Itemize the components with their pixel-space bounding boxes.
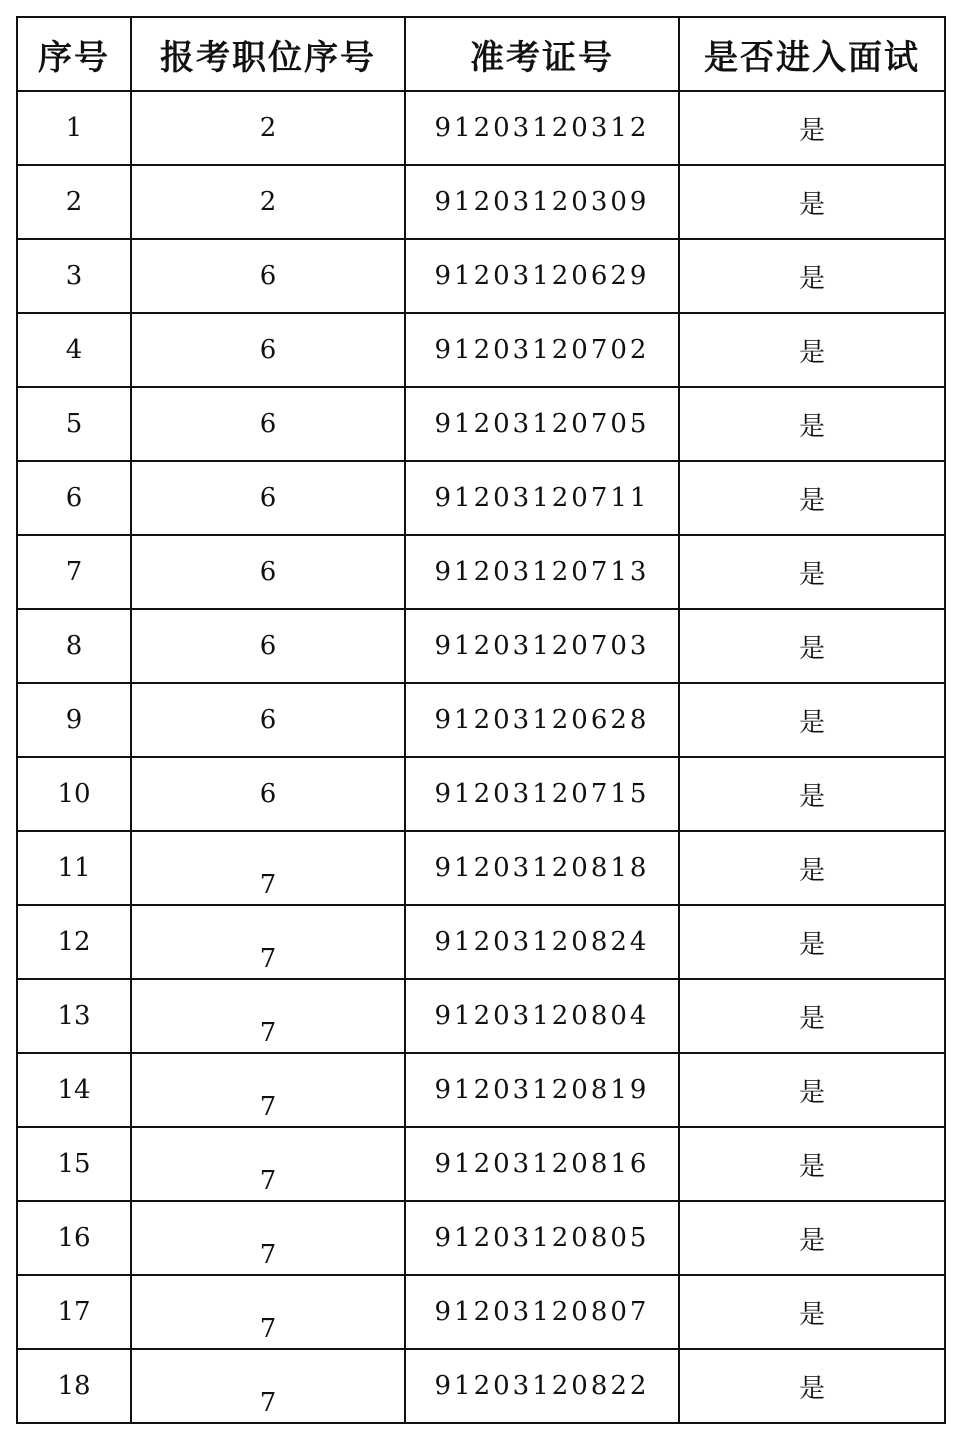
cell-ticket-number: 91203120711: [405, 461, 679, 535]
cell-position-number: 6: [131, 461, 405, 535]
cell-serial-number: 8: [17, 609, 131, 683]
cell-serial-number: 10: [17, 757, 131, 831]
cell-serial-number: 9: [17, 683, 131, 757]
cell-ticket-number: 91203120819: [405, 1053, 679, 1127]
cell-interview-status: 是: [679, 165, 945, 239]
table-row: [17, 1201, 945, 1275]
cell-interview-status: 是: [679, 313, 945, 387]
cell-ticket-number: 91203120715: [405, 757, 679, 831]
cell-interview-status: 是: [679, 1127, 945, 1201]
cell-interview-status: 是: [679, 831, 945, 905]
table-row: [17, 387, 945, 461]
cell-interview-status: 是: [679, 905, 945, 979]
cell-serial-number: 17: [17, 1275, 131, 1349]
table-row: [17, 831, 945, 905]
table-row: [17, 461, 945, 535]
cell-position-number: 6: [131, 313, 405, 387]
table-row: [17, 165, 945, 239]
cell-serial-number: 6: [17, 461, 131, 535]
cell-position-number: 7: [131, 1127, 405, 1201]
cell-position-number: 7: [131, 905, 405, 979]
header-row: [17, 17, 945, 91]
cell-serial-number: 18: [17, 1349, 131, 1423]
cell-position-number: 6: [131, 683, 405, 757]
table-row: [17, 313, 945, 387]
cell-ticket-number: 91203120705: [405, 387, 679, 461]
table-row: [17, 979, 945, 1053]
cell-position-number: 2: [131, 165, 405, 239]
header-ticket-number: 准考证号: [405, 17, 679, 91]
table-row: [17, 683, 945, 757]
cell-position-number: 7: [131, 1349, 405, 1423]
cell-serial-number: 1: [17, 91, 131, 165]
cell-interview-status: 是: [679, 461, 945, 535]
table-row: [17, 1275, 945, 1349]
cell-ticket-number: 91203120713: [405, 535, 679, 609]
cell-ticket-number: 91203120312: [405, 91, 679, 165]
cell-position-number: 6: [131, 757, 405, 831]
cell-ticket-number: 91203120702: [405, 313, 679, 387]
cell-interview-status: 是: [679, 1201, 945, 1275]
table-row: [17, 1127, 945, 1201]
header-serial-number: 序号: [17, 17, 131, 91]
table-row: [17, 609, 945, 683]
cell-serial-number: 11: [17, 831, 131, 905]
cell-position-number: 6: [131, 239, 405, 313]
table-row: [17, 1349, 945, 1423]
table-row: [17, 905, 945, 979]
cell-serial-number: 14: [17, 1053, 131, 1127]
table-row: [17, 91, 945, 165]
cell-interview-status: 是: [679, 683, 945, 757]
cell-serial-number: 12: [17, 905, 131, 979]
cell-position-number: 2: [131, 91, 405, 165]
header-interview-status: 是否进入面试: [679, 17, 945, 91]
cell-ticket-number: 91203120805: [405, 1201, 679, 1275]
table-row: [17, 757, 945, 831]
cell-serial-number: 16: [17, 1201, 131, 1275]
cell-interview-status: 是: [679, 387, 945, 461]
cell-serial-number: 13: [17, 979, 131, 1053]
table-row: [17, 1053, 945, 1127]
cell-ticket-number: 91203120309: [405, 165, 679, 239]
cell-position-number: 7: [131, 1275, 405, 1349]
cell-serial-number: 5: [17, 387, 131, 461]
cell-ticket-number: 91203120816: [405, 1127, 679, 1201]
cell-interview-status: 是: [679, 757, 945, 831]
cell-interview-status: 是: [679, 91, 945, 165]
cell-ticket-number: 91203120703: [405, 609, 679, 683]
header-position-number: 报考职位序号: [131, 17, 405, 91]
cell-interview-status: 是: [679, 1053, 945, 1127]
cell-position-number: 7: [131, 1201, 405, 1275]
cell-ticket-number: 91203120804: [405, 979, 679, 1053]
cell-ticket-number: 91203120629: [405, 239, 679, 313]
cell-interview-status: 是: [679, 239, 945, 313]
cell-ticket-number: 91203120807: [405, 1275, 679, 1349]
cell-serial-number: 3: [17, 239, 131, 313]
cell-position-number: 6: [131, 535, 405, 609]
cell-interview-status: 是: [679, 1275, 945, 1349]
cell-interview-status: 是: [679, 1349, 945, 1423]
cell-ticket-number: 91203120818: [405, 831, 679, 905]
cell-serial-number: 7: [17, 535, 131, 609]
cell-interview-status: 是: [679, 979, 945, 1053]
cell-ticket-number: 91203120628: [405, 683, 679, 757]
cell-position-number: 6: [131, 609, 405, 683]
cell-serial-number: 2: [17, 165, 131, 239]
interview-results-table: [16, 16, 946, 1424]
table-row: [17, 239, 945, 313]
cell-position-number: 7: [131, 1053, 405, 1127]
cell-ticket-number: 91203120824: [405, 905, 679, 979]
cell-position-number: 6: [131, 387, 405, 461]
cell-position-number: 7: [131, 831, 405, 905]
cell-interview-status: 是: [679, 609, 945, 683]
cell-interview-status: 是: [679, 535, 945, 609]
cell-ticket-number: 91203120822: [405, 1349, 679, 1423]
table-row: [17, 535, 945, 609]
cell-serial-number: 15: [17, 1127, 131, 1201]
table-body: [17, 91, 945, 1423]
cell-serial-number: 4: [17, 313, 131, 387]
cell-position-number: 7: [131, 979, 405, 1053]
